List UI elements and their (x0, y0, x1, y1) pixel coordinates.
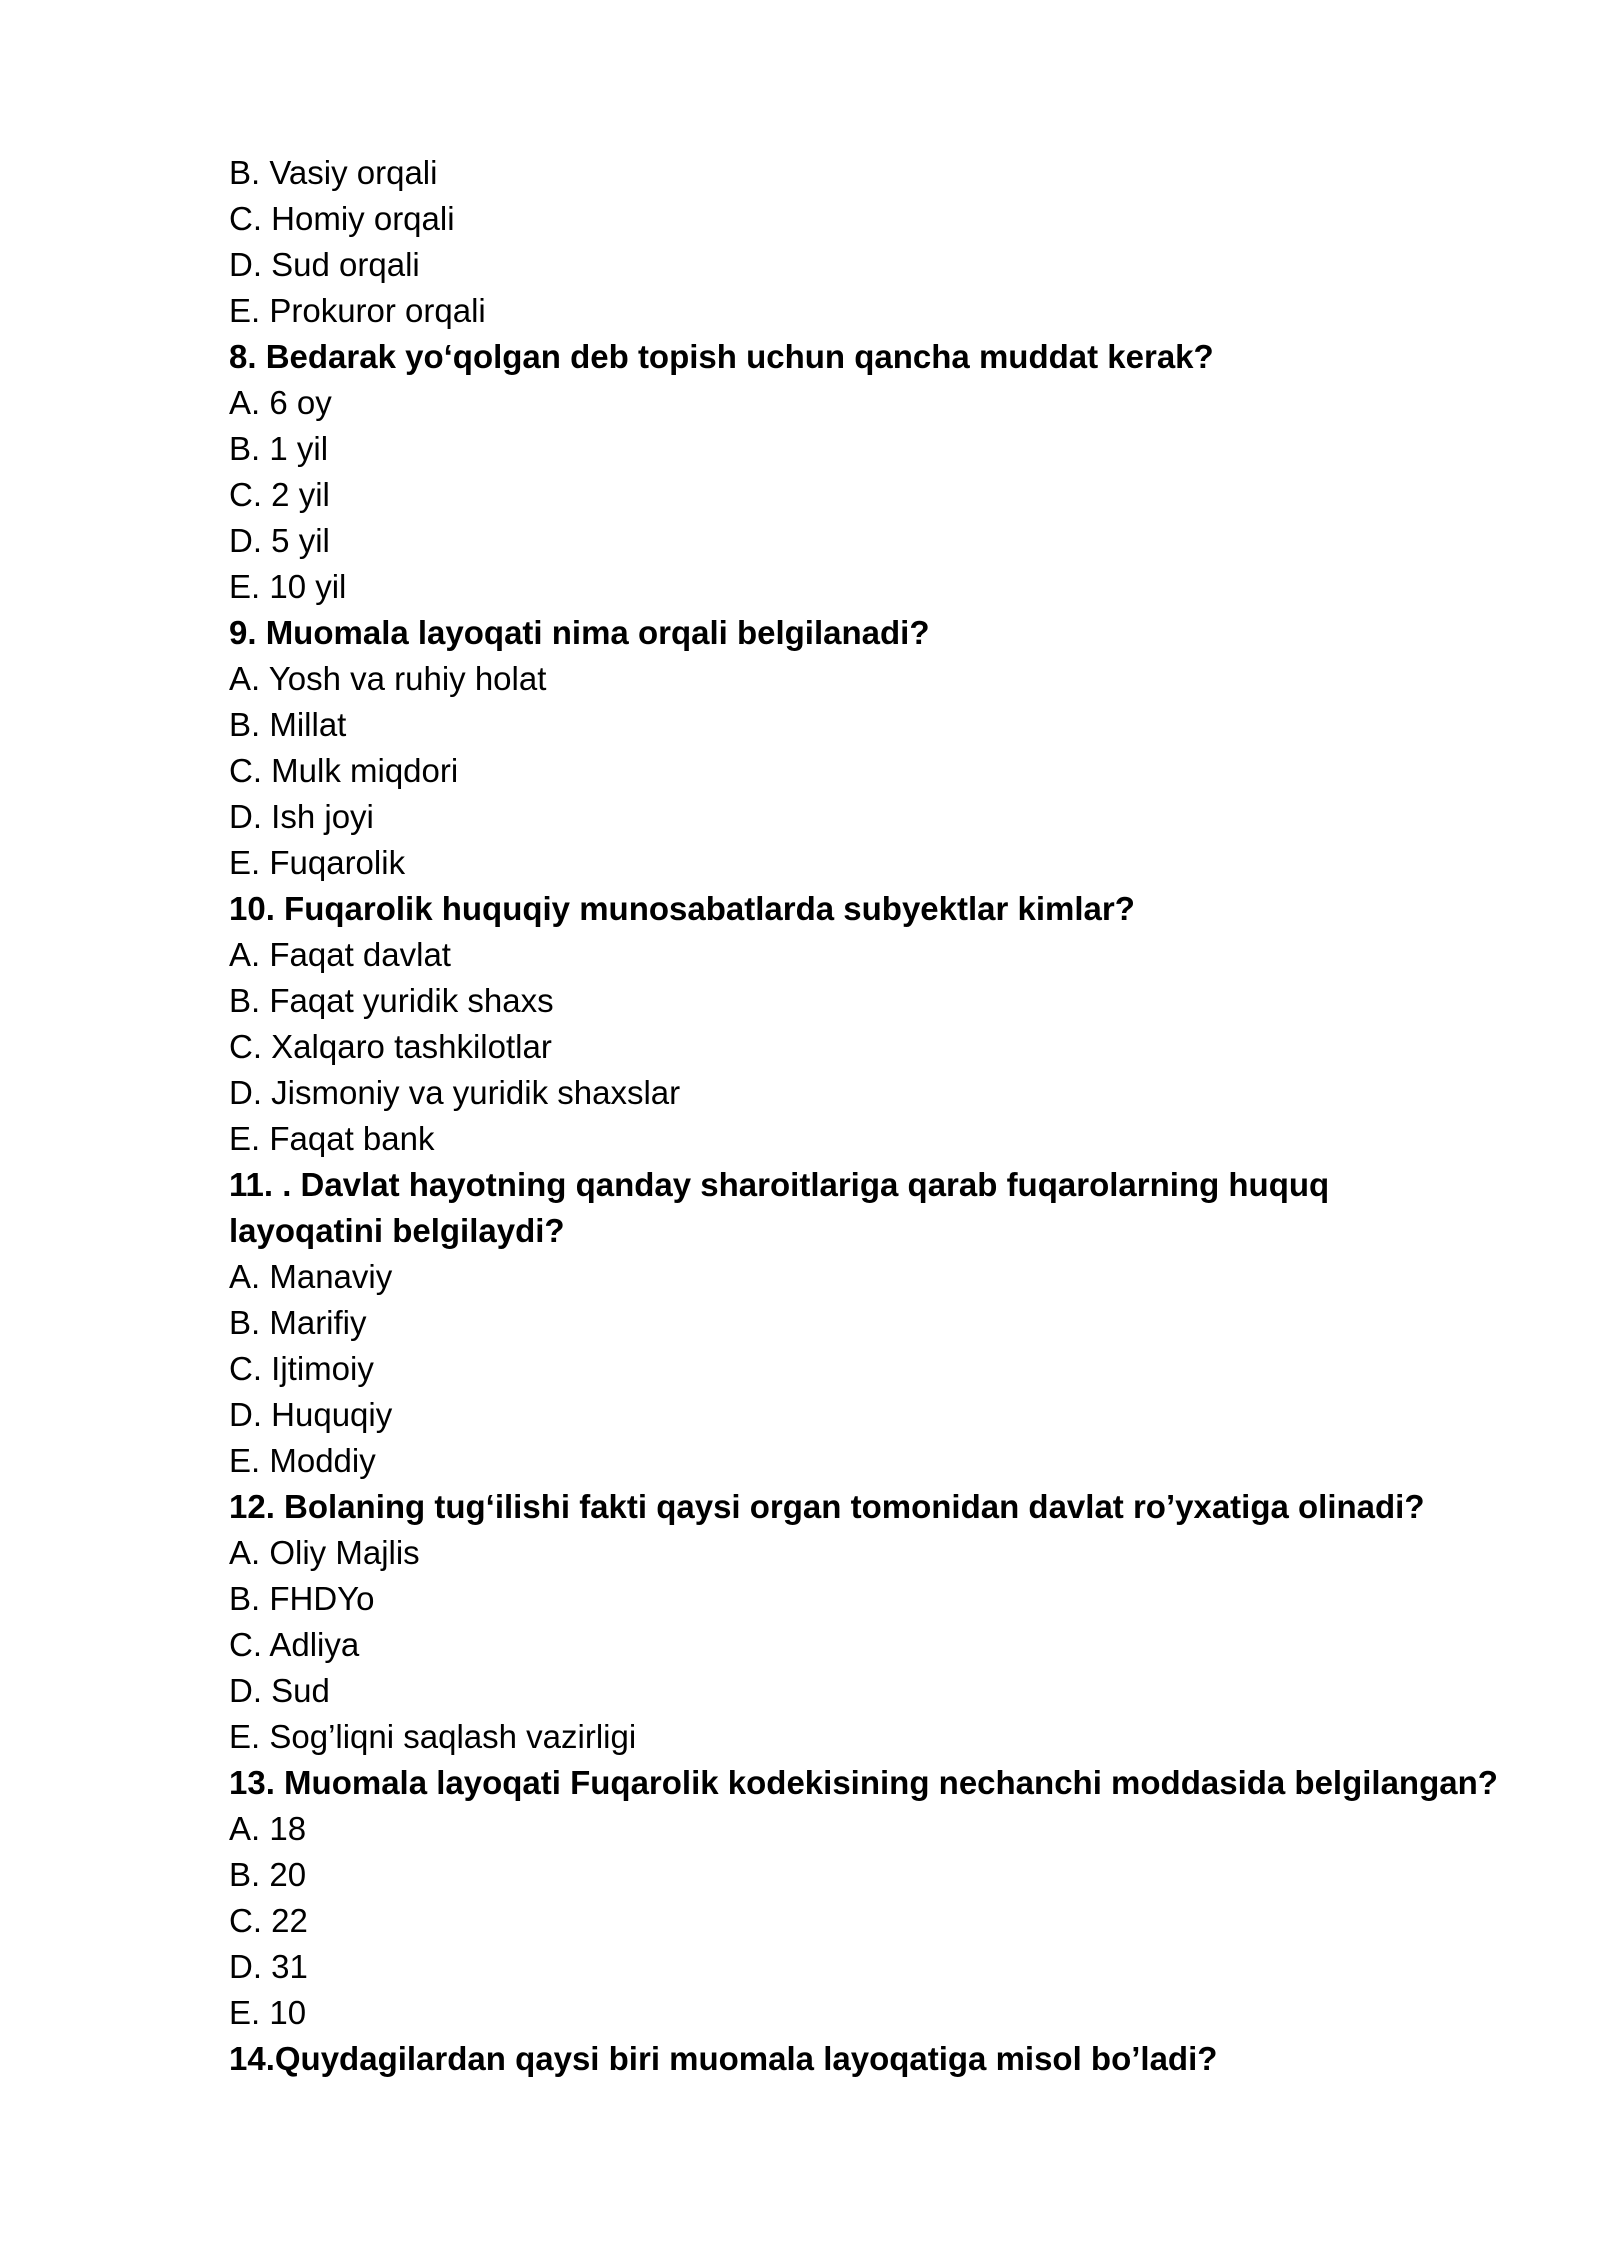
answer-option: B. 1 yil (229, 430, 329, 467)
answer-option: A. Faqat davlat (229, 936, 451, 973)
answer-option: B. 20 (229, 1856, 307, 1893)
question-text: 14.Quydagilardan qaysi biri muomala layoqatiga misol bo’ladi? (229, 2040, 1218, 2077)
answer-option: C. Ijtimoiy (229, 1350, 374, 1387)
answer-option: B. Vasiy orqali (229, 154, 438, 191)
question-text: 10. Fuqarolik huquqiy munosabatlarda subyektlar kimlar? (229, 890, 1135, 927)
answer-option: C. Adliya (229, 1626, 360, 1663)
answer-option: A. 18 (229, 1810, 307, 1847)
answer-option: B. Faqat yuridik shaxs (229, 982, 554, 1019)
answer-option: A. Oliy Majlis (229, 1534, 420, 1571)
answer-option: C. Xalqaro tashkilotlar (229, 1028, 552, 1065)
answer-option: A. 6 oy (229, 384, 332, 421)
answer-option: D. Ish joyi (229, 798, 374, 835)
answer-option: E. Moddiy (229, 1442, 376, 1479)
answer-option: B. FHDYo (229, 1580, 375, 1617)
answer-option: E. 10 yil (229, 568, 347, 605)
answer-option: B. Millat (229, 706, 347, 743)
question-text: 11. . Davlat hayotning qanday sharoitlariga qarab fuqarolarning huquq layoqatini belgilaydi? (229, 1166, 1330, 1249)
answer-option: D. Huquqiy (229, 1396, 393, 1433)
answer-option: E. Fuqarolik (229, 844, 406, 881)
question-text: 12. Bolaning tug‘ilishi fakti qaysi organ tomonidan davlat ro’yxatiga olinadi? (229, 1488, 1425, 1525)
question-text: 9. Muomala layoqati nima orqali belgilanadi? (229, 614, 930, 651)
answer-option: C. Homiy orqali (229, 200, 455, 237)
question-text: 13. Muomala layoqati Fuqarolik kodekisining nechanchi moddasida belgilangan? (229, 1764, 1498, 1801)
answer-option: E. Faqat bank (229, 1120, 435, 1157)
answer-option: E. Sog’liqni saqlash vazirligi (229, 1718, 637, 1755)
question-text: 8. Bedarak yo‘qolgan deb topish uchun qancha muddat kerak? (229, 338, 1214, 375)
answer-option: D. Jismoniy va yuridik shaxslar (229, 1074, 681, 1111)
answer-option: D. 31 (229, 1948, 308, 1985)
answer-option: A. Manaviy (229, 1258, 393, 1295)
answer-option: C. 22 (229, 1902, 308, 1939)
answer-option: D. 5 yil (229, 522, 330, 559)
answer-option: C. Mulk miqdori (229, 752, 459, 789)
answer-option: C. 2 yil (229, 476, 330, 513)
answer-option: E. 10 (229, 1994, 307, 2031)
answer-option: A. Yosh va ruhiy holat (229, 660, 547, 697)
document-body (229, 150, 1529, 2082)
answer-option: B. Marifiy (229, 1304, 367, 1341)
answer-option: D. Sud (229, 1672, 330, 1709)
answer-option: E. Prokuror orqali (229, 292, 486, 329)
answer-option: D. Sud orqali (229, 246, 420, 283)
